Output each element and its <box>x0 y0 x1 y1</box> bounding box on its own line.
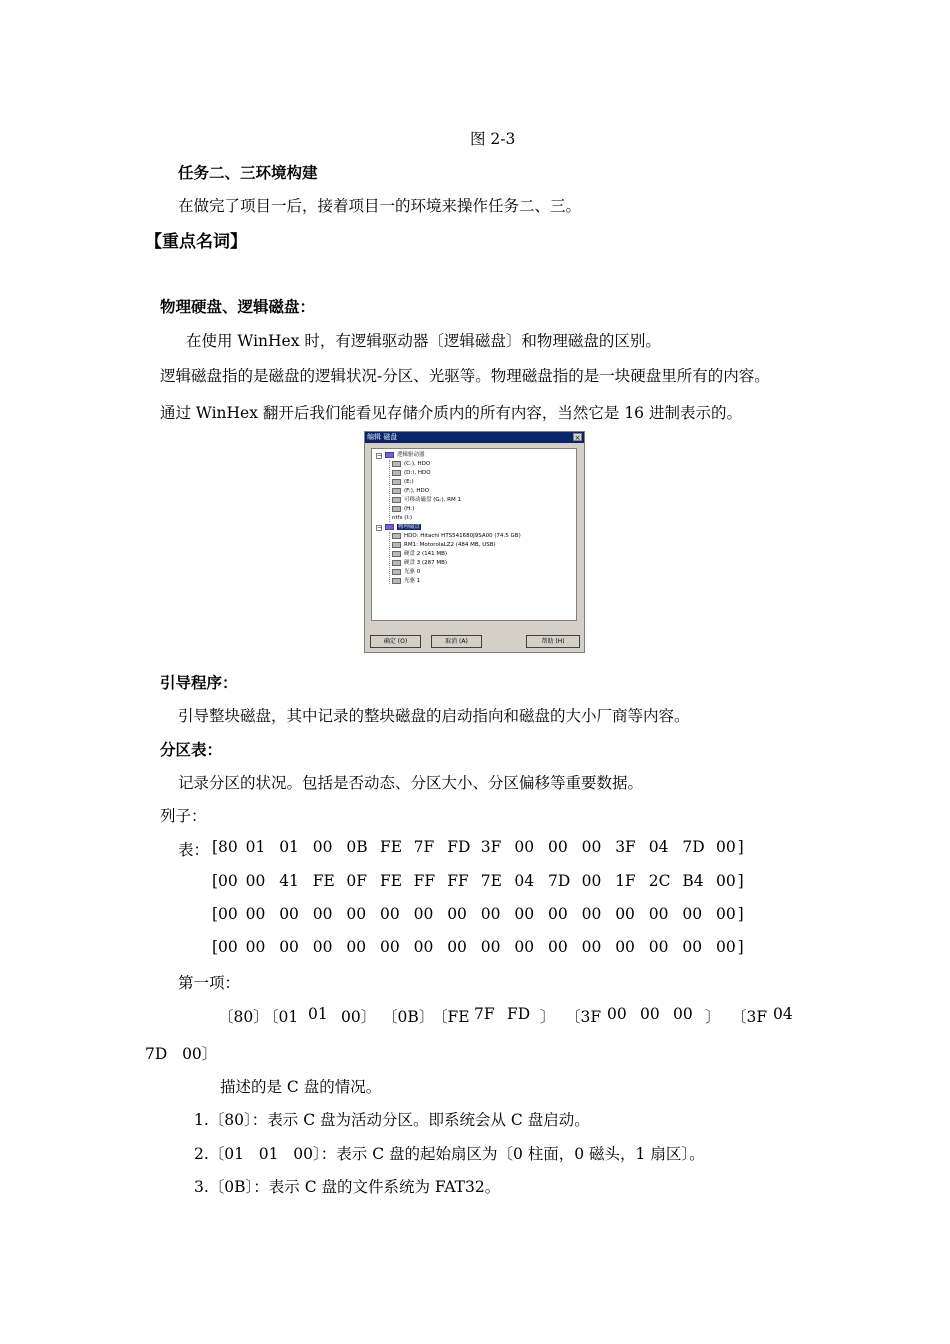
hard-disk-icon <box>392 560 401 566</box>
first-item-byte: 〕 <box>540 1008 556 1026</box>
first-item-byte: 〔0B〕 <box>382 1008 435 1026</box>
hex-cell: ] <box>737 905 744 923</box>
hard-disk-icon <box>392 533 401 539</box>
list-item: 2.〔01 01 00〕：表示 C 盘的起始扇区为〔0 柱面，0 磁头，1 扇区〕。 <box>194 1145 705 1163</box>
collapse-icon[interactable]: − <box>377 524 383 531</box>
hex-cell: 00 <box>312 838 333 856</box>
tree-item-logical[interactable]: (C:), HDO <box>392 460 430 469</box>
hex-cell: 00 <box>279 905 299 923</box>
list-item: 3.〔0B〕：表示 C 盘的文件系统为 FAT32。 <box>194 1178 501 1196</box>
hex-cell: 00 <box>279 938 299 956</box>
hex-cell: 7F <box>413 838 435 856</box>
hex-cell: 00 <box>548 938 568 956</box>
tree-item-physical[interactable]: 光驱 0 <box>392 568 420 577</box>
tree-group-physical[interactable]: 物理磁盘 <box>385 523 421 532</box>
task-heading: 任务二、三环境构建 <box>178 164 318 182</box>
tree-item-physical[interactable]: HDO: Hitachi HTS541680J9SA00 (74.5 GB) <box>392 532 521 541</box>
drive-icon <box>392 506 401 512</box>
hex-cell: 00 <box>682 905 703 923</box>
close-icon[interactable]: × <box>574 434 581 442</box>
hex-cell: FE <box>380 838 403 856</box>
term-partition-heading: 分区表： <box>160 741 223 759</box>
tree-item-physical[interactable]: RM1: MotorolaLZ2 (484 MB, USB) <box>392 541 496 550</box>
first-item-byte: 01 <box>308 1005 328 1023</box>
hex-cell: 00 <box>514 938 535 956</box>
hex-cell: 00 <box>447 905 467 923</box>
cd-drive-icon <box>392 569 401 575</box>
tree-item-physical[interactable]: 硬盘 3 (287 MB) <box>392 559 447 568</box>
hex-cell: 00 <box>581 938 602 956</box>
hex-cell: ] <box>737 872 744 890</box>
hard-disk-icon <box>392 542 401 548</box>
hex-cell: 0F <box>346 872 368 890</box>
hex-cell: ] <box>737 838 744 856</box>
hex-cell: 00 <box>245 872 266 890</box>
hex-cell: 04 <box>514 872 535 890</box>
hex-cell: 00 <box>447 938 467 956</box>
tree-item-physical[interactable]: 硬盘 2 (141 MB) <box>392 550 447 559</box>
tree-item-logical[interactable]: (H:) <box>392 505 414 514</box>
disk-group-icon <box>385 524 394 530</box>
disk-tree[interactable] <box>371 448 577 621</box>
example-label: 列子： <box>160 807 207 825</box>
hex-cell: FD <box>447 838 471 856</box>
first-item-byte: 00〕 <box>341 1008 377 1026</box>
hex-cell: 00 <box>346 938 367 956</box>
hex-cell: 00 <box>581 905 602 923</box>
hex-cell: 7D <box>682 838 705 856</box>
hex-cell: 00 <box>716 872 736 890</box>
first-item-byte: 00 <box>673 1005 693 1023</box>
term-physical-logical-heading: 物理硬盘、逻辑磁盘： <box>160 298 316 316</box>
hex-cell: 00 <box>716 905 736 923</box>
hex-cell: 00 <box>346 905 367 923</box>
hex-cell: 00 <box>245 905 266 923</box>
drive-icon <box>392 497 401 503</box>
tree-group-logical[interactable]: 逻辑驱动器 <box>385 451 425 460</box>
first-item-byte: 00 <box>607 1005 627 1023</box>
hex-cell: 00 <box>648 938 669 956</box>
dialog-title: 编辑 磁盘 <box>367 433 398 441</box>
drive-icon <box>392 479 401 485</box>
hex-cell: 00 <box>615 905 635 923</box>
intro-text: 在做完了项目一后，接着项目一的环境来操作任务二、三。 <box>178 197 582 215</box>
first-item-continuation: 7D 00〕 <box>145 1045 218 1063</box>
hex-cell: 00 <box>380 938 400 956</box>
hex-cell: 00 <box>514 838 535 856</box>
hex-cell: 04 <box>648 838 669 856</box>
hex-cell: 00 <box>480 938 501 956</box>
tree-item-logical[interactable]: 可移动磁盘 (G:), RM 1 <box>392 496 461 505</box>
section-heading: 【重点名词】 <box>145 232 247 252</box>
hex-cell: 00 <box>581 872 602 890</box>
drive-icon <box>392 461 401 467</box>
figure-caption: 图 2-3 <box>470 130 516 148</box>
tree-item-logical[interactable]: ntfs (I:) <box>392 515 412 521</box>
first-item-byte: FD <box>507 1005 531 1023</box>
hex-cell: FE <box>312 872 335 890</box>
hex-cell: 00 <box>581 838 602 856</box>
first-item-label: 第一项： <box>178 974 241 992</box>
hex-cell: 00 <box>716 938 736 956</box>
hex-cell: 00 <box>480 905 501 923</box>
first-item-byte: 00 <box>640 1005 660 1023</box>
cd-drive-icon <box>392 578 401 584</box>
hex-cell: 00 <box>716 838 736 856</box>
hex-cell: 00 <box>548 905 568 923</box>
hex-cell: ] <box>737 938 744 956</box>
hex-cell: 00 <box>514 905 535 923</box>
term-boot-text: 引导整块磁盘，其中记录的整块磁盘的启动指向和磁盘的大小厂商等内容。 <box>178 707 690 725</box>
drive-icon <box>392 470 401 476</box>
hex-cell: FF <box>447 872 469 890</box>
hex-cell: FF <box>413 872 436 890</box>
first-item-byte: 7F <box>474 1005 495 1023</box>
disk-dialog <box>364 431 585 653</box>
first-item-byte: 〔3F <box>565 1008 602 1026</box>
term-physical-logical-p3: 通过 WinHex 翻开后我们能看见存储介质内的所有内容，当然它是 16 进制表示的。 <box>160 404 742 422</box>
term-physical-logical-p1: 在使用 WinHex 时，有逻辑驱动器〔逻辑磁盘〕和物理磁盘的区别。 <box>186 332 661 350</box>
cancel-button[interactable]: 取消 (A) <box>431 635 482 648</box>
first-item-byte: 04 <box>773 1005 793 1023</box>
hex-cell: 3F <box>615 838 636 856</box>
first-item-byte: 〔3F <box>731 1008 768 1026</box>
hex-cell: 00 <box>413 938 434 956</box>
hex-cell: 00 <box>682 938 703 956</box>
hex-cell: 01 <box>245 838 266 856</box>
ok-button[interactable]: 确定 (O) <box>370 635 421 648</box>
help-button[interactable]: 帮助 (H) <box>526 635 580 648</box>
first-item-byte: 〔01 <box>263 1008 299 1026</box>
hex-cell: 41 <box>279 872 299 890</box>
tree-item-logical[interactable]: (E:) <box>392 478 414 487</box>
first-item-byte: 〔FE <box>432 1008 470 1026</box>
hex-cell: 00 <box>548 838 568 856</box>
hex-cell: 7D <box>548 872 571 890</box>
table-label: 表： <box>178 841 210 859</box>
hex-cell: B4 <box>682 872 704 890</box>
hex-cell: 00 <box>615 938 635 956</box>
hex-cell: FE <box>380 872 403 890</box>
term-boot-heading: 引导程序： <box>160 674 238 692</box>
hex-cell: 2C <box>648 872 671 890</box>
hex-cell: 3F <box>480 838 502 856</box>
hex-cell: [00 <box>212 938 238 956</box>
hex-cell: [00 <box>212 905 238 923</box>
hex-cell: 00 <box>312 905 333 923</box>
hex-cell: 1F <box>615 872 636 890</box>
hex-cell: 00 <box>312 938 333 956</box>
hex-cell: 0B <box>346 838 368 856</box>
hex-cell: 00 <box>413 905 434 923</box>
term-partition-text: 记录分区的状况。包括是否动态、分区大小、分区偏移等重要数据。 <box>178 774 644 792</box>
hex-cell: [80 <box>212 838 238 856</box>
hex-cell: 00 <box>648 905 669 923</box>
hard-disk-icon <box>392 551 401 557</box>
dialog-titlebar <box>365 432 584 443</box>
term-physical-logical-p2: 逻辑磁盘指的是磁盘的逻辑状况-分区、光驱等。物理磁盘指的是一块硬盘里所有的内容。 <box>160 367 770 385</box>
hex-cell: 7E <box>480 872 502 890</box>
drive-icon <box>392 488 401 494</box>
first-item-byte: 〔80〕 <box>218 1008 269 1026</box>
list-item: 1.〔80〕：表示 C 盘为活动分区。即系统会从 C 盘启动。 <box>194 1111 590 1129</box>
drive-group-icon <box>385 452 394 458</box>
hex-cell: 00 <box>245 938 266 956</box>
hex-cell: 00 <box>380 905 400 923</box>
tree-item-logical[interactable]: (D:), HDO <box>392 469 431 478</box>
tree-item-physical[interactable]: 光驱 1 <box>392 577 420 586</box>
tree-item-logical[interactable]: (F:), HDO <box>392 487 429 496</box>
hex-cell: [00 <box>212 872 238 890</box>
hex-cell: 01 <box>279 838 299 856</box>
first-item-byte: 〕 <box>705 1008 721 1026</box>
desc-text: 描述的是 C 盘的情况。 <box>220 1078 382 1096</box>
collapse-icon[interactable]: − <box>377 452 383 459</box>
